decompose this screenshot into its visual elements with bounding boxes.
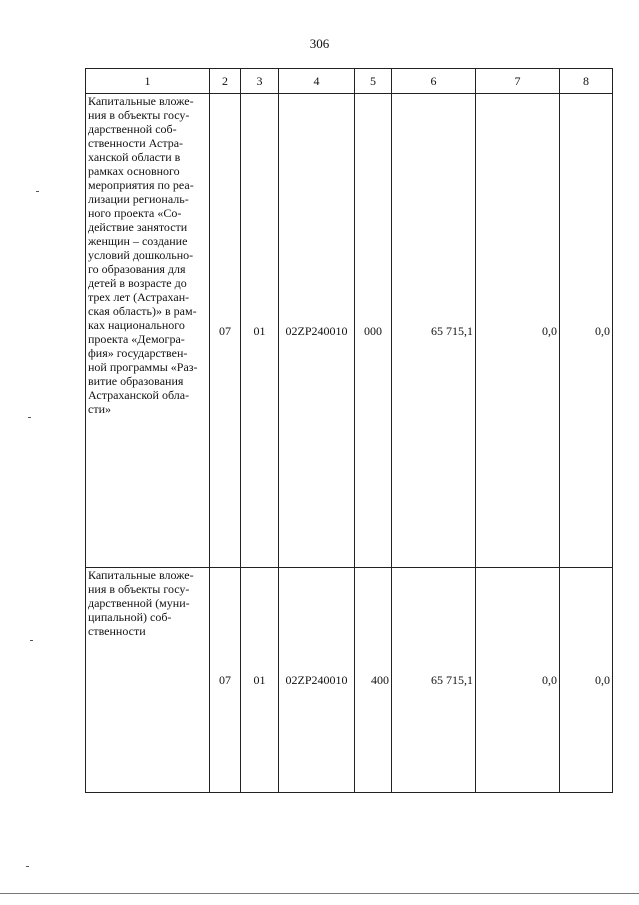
expense-type-code: 000: [355, 94, 392, 568]
scan-bottom-edge: [0, 893, 639, 894]
column-header-7: 7: [476, 69, 560, 94]
amount-col6: 65 715,1: [392, 568, 476, 793]
target-article-code: 02ZP240010: [279, 94, 355, 568]
table-header-row: [86, 69, 613, 94]
subsection-code: 01: [241, 94, 279, 568]
row-description: Капитальные вложе- ния в объекты госу- дарственной соб- ственности Астра- ханской области в рамках основного мероприятия по реа- лизации региональ- ного проекта «Со- действие занятости женщин – создание условий дошкольно- го образования для детей в возрасте до трех лет (Астрахан- ская область)» в рам- ках национального проекта «Демогра- фия» государствен- ной программы «Раз- витие образования Астраханской обла- сти»: [86, 94, 210, 568]
column-header-3: 3: [241, 69, 279, 94]
section-code: 07: [210, 568, 241, 793]
table-row: [86, 568, 613, 793]
amount-col7: 0,0: [476, 568, 560, 793]
section-code: 07: [210, 94, 241, 568]
scan-speck: [28, 417, 31, 418]
scan-speck: [26, 866, 29, 867]
column-header-4: 4: [279, 69, 355, 94]
page-number: 306: [309, 36, 330, 51]
column-header-2: 2: [210, 69, 241, 94]
target-article-code: 02ZP240010: [279, 568, 355, 793]
amount-col7: 0,0: [476, 94, 560, 568]
scan-speck: [30, 640, 33, 641]
column-header-6: 6: [392, 69, 476, 94]
row-description: Капитальные вложе- ния в объекты госу- дарственной (муни- ципальной) соб- ственности: [86, 568, 210, 793]
column-header-8: 8: [560, 69, 613, 94]
subsection-code: 01: [241, 568, 279, 793]
amount-col8: 0,0: [560, 94, 613, 568]
table-row: [86, 94, 613, 568]
amount-col6: 65 715,1: [392, 94, 476, 568]
column-header-1: 1: [86, 69, 210, 94]
column-header-5: 5: [355, 69, 392, 94]
budget-table: [85, 68, 613, 793]
amount-col8: 0,0: [560, 568, 613, 793]
scan-speck: [36, 191, 39, 192]
expense-type-code: 400: [355, 568, 392, 793]
